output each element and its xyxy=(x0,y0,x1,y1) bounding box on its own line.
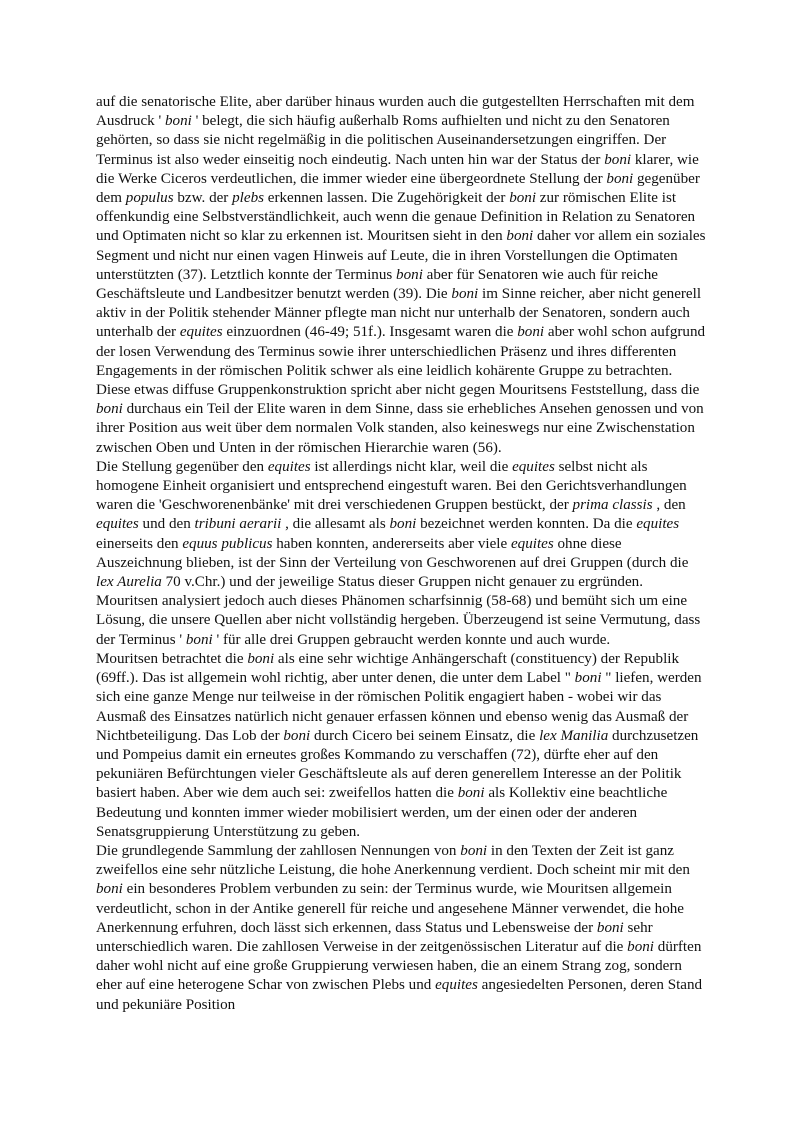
text-run: , den xyxy=(652,497,686,514)
text-run: bzw. der xyxy=(173,190,233,207)
text-run: ' belegt, die sich häufig außerhalb Roms aufhielten und nicht zu den Senatoren gehörten, so dass sie nicht regelmäßig in die politischen Auseinandersetzungen eingriffen. Der Terminus ist also weder einseitig noch eindeutig. Nach unten hin war der Status der xyxy=(96,113,670,168)
italic-term: boni xyxy=(517,324,545,341)
document-page xyxy=(96,93,708,1015)
text-run: 70 v.Chr.) und der jeweilige Status dieser Gruppen nicht genauer zu ergründen. Mouritsen analysiert jedoch auch dieses Phänomen scharfsinnig (58-68) und bemüht sich um eine Lösung, die unsere Quellen aber nicht vollständig hergeben. Überzeugend ist seine Vermutung, dass der Terminus ' xyxy=(96,574,701,648)
italic-term: boni xyxy=(574,670,602,687)
text-run: einzuordnen (46-49; 51f.). Insgesamt waren die xyxy=(222,324,518,341)
italic-term: boni xyxy=(185,631,213,648)
text-run: durch Cicero bei seinem Einsatz, die xyxy=(310,727,540,744)
text-run: " liefen, werden sich eine ganze Menge nur teilweise in der römischen Politik engagiert haben - wobei wir das Ausmaß des Einsatzes natürlich nicht genauer erfassen können und ebenso wenig das Ausmaß der Nichtbeteiligung. Das Lob der xyxy=(96,670,702,744)
text-run: erkennen lassen. Die Zugehörigkeit der xyxy=(264,190,510,207)
text-run: dürften daher wohl nicht auf eine große Gruppierung verwiesen haben, die an einem Strang zog, sondern eher auf eine heterogene Schar von zwischen Plebs und xyxy=(96,938,702,994)
italic-term: boni xyxy=(596,919,624,936)
italic-term: boni xyxy=(283,727,311,744)
italic-term: boni xyxy=(627,938,654,955)
italic-term: plebs xyxy=(232,190,264,207)
paragraph-4 xyxy=(96,842,708,1015)
text-run: aber für Senatoren wie auch für reiche Geschäftsleute und Landbesitzer benutzt werden (39). Die xyxy=(96,266,658,303)
italic-term: equites xyxy=(435,977,478,994)
text-run: , die allesamt als xyxy=(281,516,390,533)
text-run: selbst nicht als homogene Einheit organisiert und entsprechend eingestuft waren. Bei den Gerichtsverhandlungen waren die 'Geschworenenbänke' mit drei verschiedenen Gruppen bestückt, der xyxy=(96,458,687,514)
text-run: zur römischen Elite ist offenkundig eine Selbstverständlichkeit, auch wenn die genaue Definition in Relation zu Senatoren und Optimaten nicht so klar zu erkennen ist. Mouritsen sieht in den xyxy=(96,190,696,245)
text-run: daher vor allem ein soziales Segment und nicht nur einen vagen Hinweis auf Leute, die in ihren Vorstellungen die Optimaten unterstützten (37). Letztlich konnte der Terminus xyxy=(96,228,706,283)
text-run: Die grundlegende Sammlung der zahllosen Nennungen von xyxy=(96,842,461,859)
text-run: im Sinne reicher, aber nicht generell aktiv in der Politik stehender Männer pflegte man nicht nur unterhalb der Senatoren, sondern auch unterhalb der xyxy=(96,286,702,341)
italic-term: equites xyxy=(96,516,139,533)
text-run: ist allerdings nicht klar, weil die xyxy=(310,458,513,475)
italic-term: boni xyxy=(460,842,488,859)
italic-term: populus xyxy=(125,190,174,207)
text-run: klarer, wie die Werke Ciceros verdeutlichen, die immer wieder eine übergeordnete Stellung der xyxy=(96,151,699,187)
italic-term: lex Aurelia xyxy=(96,574,162,591)
italic-term: boni xyxy=(96,881,123,898)
text-run: auf die senatorische Elite, aber darüber hinaus wurden auch die gutgestellten Herrschaften mit dem Ausdruck ' xyxy=(96,94,695,130)
text-run: sehr unterschiedlich waren. Die zahllosen Verweise in der zeitgenössischen Literatur auf die xyxy=(96,919,653,955)
italic-term: equites xyxy=(510,535,554,552)
italic-term: equites xyxy=(512,458,555,475)
italic-term: boni xyxy=(396,266,423,283)
text-run: angesiedelten Personen, deren Stand und pekuniäre Position xyxy=(96,977,703,1013)
text-run: Mouritsen betrachtet die xyxy=(96,650,248,667)
italic-term: boni xyxy=(509,190,537,207)
italic-term: boni xyxy=(164,113,192,130)
text-run: bezeichnet werden konnten. Da die xyxy=(416,516,637,533)
italic-term: boni xyxy=(606,170,634,187)
text-run: als eine sehr wichtige Anhängerschaft (constituency) der Republik (69ff.). Das ist allgemein wohl richtig, aber unter denen, die unter dem Label " xyxy=(96,650,680,687)
text-run: Die Stellung gegenüber den xyxy=(96,458,268,475)
text-run: in den Texten der Zeit ist ganz zweifellos eine sehr nützliche Leistung, die hohe Anerkennung verdient. Doch scheint mir mit den xyxy=(96,842,690,879)
italic-term: equus publicus xyxy=(182,535,273,552)
italic-term: tribuni aerarii xyxy=(194,516,282,533)
italic-term: boni xyxy=(506,228,534,245)
text-run: aber wohl schon aufgrund der losen Verwendung des Terminus sowie ihrer unterschiedlichen Präsenz und ihres differenten Engagements in der römischen Politik schwer als eine leidlich kohärente Gruppe zu betrachten. Diese etwas diffuse Gruppenkonstruktion spricht aber nicht gegen Mouritsens Feststellung, dass die xyxy=(96,324,706,399)
italic-term: equites xyxy=(179,324,223,341)
italic-term: boni xyxy=(96,401,123,418)
text-run: haben konnten, andererseits aber viele xyxy=(272,535,511,552)
italic-term: boni xyxy=(451,286,479,303)
paragraph-1 xyxy=(96,93,708,458)
text-run: und den xyxy=(138,516,195,533)
paragraph-2 xyxy=(96,458,708,650)
italic-term: boni xyxy=(604,151,632,168)
italic-term: boni xyxy=(389,516,417,533)
paragraph-3 xyxy=(96,650,708,842)
italic-term: boni xyxy=(247,650,275,667)
italic-term: prima classis xyxy=(572,497,653,514)
text-run: durchzusetzen und Pompeius damit ein erneutes großes Kommando zu verschaffen (72), dürfte eher auf den pekuniären Befürchtungen vieler Geschäftsleute als auf deren generellem Interesse an der Politik basiert haben. Aber wie dem auch sei: zweifellos hatten die xyxy=(96,727,699,802)
italic-term: equites xyxy=(636,516,680,533)
italic-term: lex Manilia xyxy=(539,727,609,744)
text-run: ein besonderes Problem verbunden zu sein: der Terminus wurde, wie Mouritsen allgemein verdeutlicht, schon in der Antike generell für reiche und angesehene Männer verwendet, die hohe Anerkennung erfuhren, doch lässt sich erkennen, dass Status und Lebensweise der xyxy=(96,881,685,936)
italic-term: equites xyxy=(267,458,311,475)
text-run: gegenüber dem xyxy=(96,170,700,207)
text-run: durchaus ein Teil der Elite waren in dem Sinne, dass sie erhebliches Ansehen genossen und von ihrer Position aus weit über dem normalen Volk standen, also keineswegs nur eine Zwischenstation zwischen Oben und Unten in der römischen Hierarchie waren (56). xyxy=(96,401,704,456)
text-run: als Kollektiv eine beachtliche Bedeutung und konnten immer wieder mobilisiert werden, um der einen oder der anderen Senatsgruppierung Unterstützung zu geben. xyxy=(96,785,668,840)
text-run: einerseits den xyxy=(96,535,183,552)
text-run: ' für alle drei Gruppen gebraucht werden konnte und auch wurde. xyxy=(212,631,611,648)
text-run: ohne diese Auszeichnung blieben, ist der Sinn der Verteilung von Geschworenen auf drei Gruppen (durch die xyxy=(96,535,689,571)
italic-term: boni xyxy=(457,785,485,802)
